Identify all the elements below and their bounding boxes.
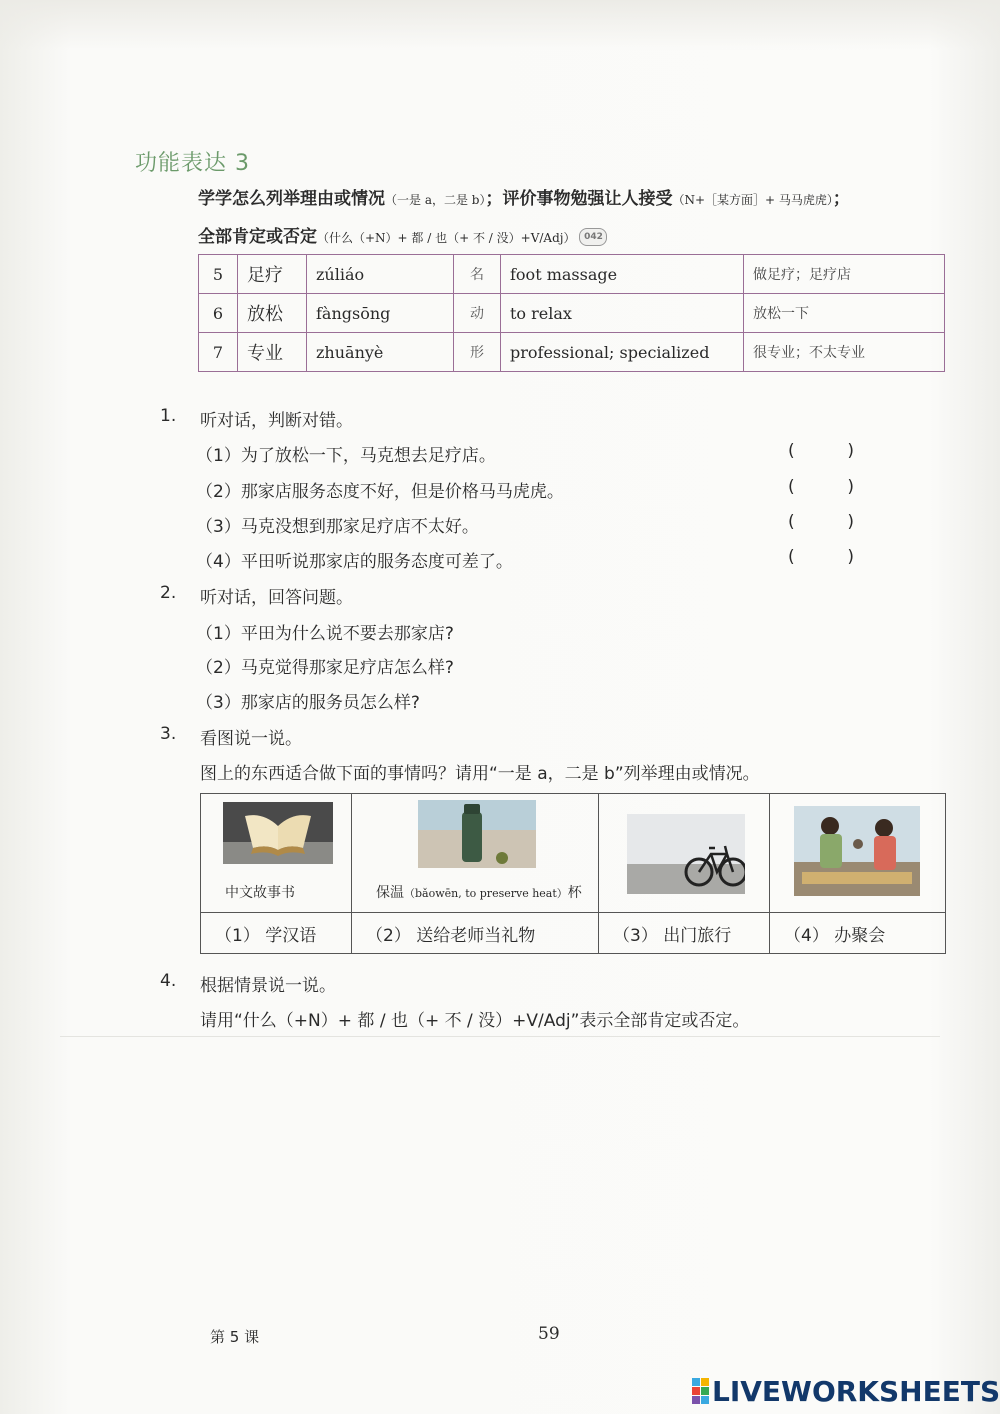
thermos-photo xyxy=(418,800,536,868)
vocab-row xyxy=(199,294,945,333)
question-3-text: 看图说一说。 xyxy=(200,729,302,749)
vocab-pinyin: fàngsōng xyxy=(307,294,454,333)
vocab-examples: 放松一下 xyxy=(744,294,945,333)
subtitle-line-2: 全部肯定或否定（什么（+N）+ 都 / 也（+ 不 / 没）+V/Adj） 042 xyxy=(198,222,607,247)
picture-label-3: （3） 出门旅行 xyxy=(599,913,770,954)
question-4-instruction: 请用“什么（+N）+ 都 / 也（+ 不 / 没）+V/Adj”表示全部肯定或否定。 xyxy=(200,1011,750,1031)
brand-grid-icon xyxy=(692,1378,708,1404)
vocab-row xyxy=(199,333,945,372)
vocab-english: to relax xyxy=(501,294,744,333)
vocab-examples: 很专业；不太专业 xyxy=(744,333,945,372)
party-photo xyxy=(794,806,920,896)
scan-edge xyxy=(0,0,1000,50)
bicycle-photo xyxy=(627,814,745,894)
section-title: 功能表达 3 xyxy=(135,151,250,176)
divider xyxy=(60,1036,940,1037)
brand-text: LIVEWORKSHEETS xyxy=(712,1374,1000,1408)
q2-item-1: （1）平田为什么说不要去那家店? xyxy=(196,624,454,644)
vocab-english: professional; specialized xyxy=(501,333,744,372)
question-1-number: 1. xyxy=(160,406,177,426)
q2-item-2: （2）马克觉得那家足疗店怎么样? xyxy=(196,658,454,678)
question-2-number: 2. xyxy=(160,583,177,603)
answer-blank-3[interactable]: ( ) xyxy=(788,512,854,532)
liveworksheets-logo[interactable] xyxy=(692,1374,1000,1408)
picture-cell-book xyxy=(201,794,352,913)
lesson-label: 第 5 课 xyxy=(210,1328,260,1346)
vocab-row xyxy=(199,255,945,294)
vocab-num: 7 xyxy=(199,333,238,372)
audio-track-icon[interactable]: 042 xyxy=(579,228,607,246)
answer-blank-2[interactable]: ( ) xyxy=(788,477,854,497)
question-4-number: 4. xyxy=(160,971,177,991)
answer-blank-1[interactable]: ( ) xyxy=(788,441,854,461)
vocab-pos: 形 xyxy=(454,333,501,372)
page-number: 59 xyxy=(538,1324,560,1344)
picture-caption: 保温（bǎowēn, to preserve heat）杯 xyxy=(376,885,582,901)
vocab-pinyin: zúliáo xyxy=(307,255,454,294)
vocab-english: foot massage xyxy=(501,255,744,294)
vocab-pos: 动 xyxy=(454,294,501,333)
picture-caption: 中文故事书 xyxy=(225,885,295,901)
picture-cell-party xyxy=(770,794,946,913)
q2-item-3: （3）那家店的服务员怎么样? xyxy=(196,693,420,713)
question-1-text: 听对话，判断对错。 xyxy=(200,411,353,431)
picture-cell-thermos xyxy=(352,794,599,913)
vocab-word: 放松 xyxy=(238,294,307,333)
picture-cell-bicycle xyxy=(599,794,770,913)
vocab-word: 专业 xyxy=(238,333,307,372)
picture-label-2: （2） 送给老师当礼物 xyxy=(352,913,599,954)
picture-label-4: （4） 办聚会 xyxy=(770,913,946,954)
question-4-text: 根据情景说一说。 xyxy=(200,976,336,996)
q1-item-4: （4）平田听说那家店的服务态度可差了。 xyxy=(196,552,513,572)
picture-label-1: （1） 学汉语 xyxy=(201,913,352,954)
book-photo xyxy=(223,802,333,864)
vocab-word: 足疗 xyxy=(238,255,307,294)
vocab-num: 6 xyxy=(199,294,238,333)
q1-item-3: （3）马克没想到那家足疗店不太好。 xyxy=(196,517,479,537)
q1-item-2: （2）那家店服务态度不好，但是价格马马虎虎。 xyxy=(196,482,564,502)
q1-item-1: （1）为了放松一下，马克想去足疗店。 xyxy=(196,446,496,466)
answer-blank-4[interactable]: ( ) xyxy=(788,547,854,567)
vocab-pinyin: zhuānyè xyxy=(307,333,454,372)
subtitle-line-1: 学学怎么列举理由或情况（一是 a，二是 b）；评价事物勉强让人接受（N+［某方面］+ 马马虎虎）； xyxy=(198,189,850,209)
vocab-num: 5 xyxy=(199,255,238,294)
vocab-examples: 做足疗；足疗店 xyxy=(744,255,945,294)
vocab-table xyxy=(198,254,945,372)
picture-table xyxy=(200,793,946,954)
vocab-pos: 名 xyxy=(454,255,501,294)
question-3-instruction: 图上的东西适合做下面的事情吗？请用“一是 a，二是 b”列举理由或情况。 xyxy=(200,764,760,784)
question-2-text: 听对话，回答问题。 xyxy=(200,588,353,608)
question-3-number: 3. xyxy=(160,724,177,744)
